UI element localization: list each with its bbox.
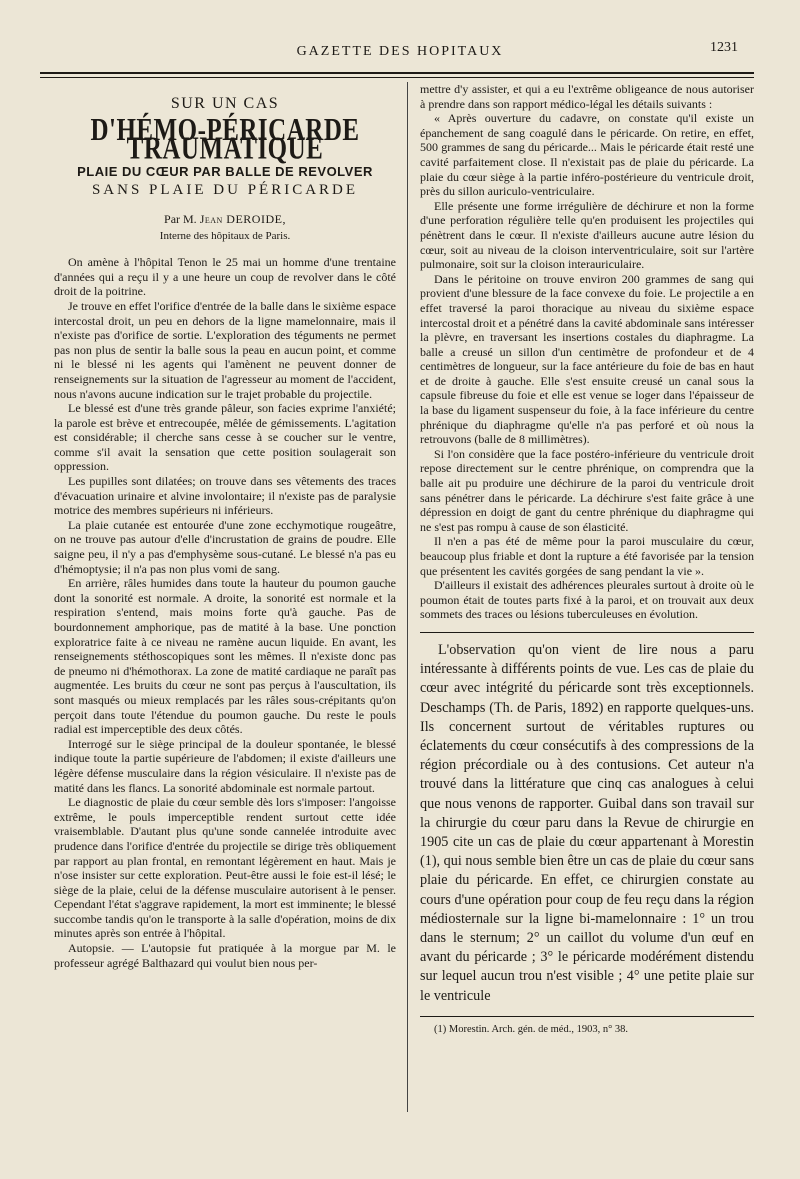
title-main: D'HÉMO-PÉRICARDE TRAUMATIQUE xyxy=(90,113,360,166)
title-line-1: SUR UN CAS xyxy=(170,95,280,112)
footnote: (1) Morestin. Arch. gén. de méd., 1903, n° 38. xyxy=(434,1023,629,1035)
paragraph: Autopsie. — L'autopsie fut pratiquée à la morgue par M. le professeur agrégé Balthazard qui voulut bien nous per- xyxy=(54,941,396,970)
paragraph: La plaie cutanée est entourée d'une zone ecchymotique rougeâtre, on ne trouve pas autour d'elle d'incrustation de grains de poudre. Elle saigne peu, il n'y a pas d'emphysème sous-cutané. Le blessé n'a pas eu d'hémoptysie; il n'a pas non plus vomi de sang. xyxy=(54,517,396,576)
paragraph: Elle présente une forme irrégulière de déchirure et non la forme d'une perforation régulière telle qu'en produisent les projectiles qui pénètrent dans le cœur. Il n'existe d'ailleurs aucune autre lésion du cœur, soit au niveau de la cloison interventriculaire, soit sur l'artère pulmonaire, soit sur la cloison interauriculaire. xyxy=(420,198,754,272)
paragraph: Le diagnostic de plaie du cœur semble dès lors s'imposer: l'angoisse extrême, le pouls imperceptible rendent surtout cette idée vraisemblable. D'autant plus qu'une sonde cannelée introduite avec prudence dans l'orifice d'entrée du projectile se dirige très obliquement par rapport au plan frontal, en remontant légèrement en haut. Mais je n'ose insister sur cette exploration. Peut-être aussi le foie est-il lésé; le siège de la plaie, celui de la défense musculaire autorisent à le penser. Cependant l'état s'aggrave rapidement, la mort est imminente; le blessé succombe tandis qu'on le transporte à la salle d'opération, moins de dix minutes après son entrée à l'hôpital. xyxy=(54,795,396,941)
paragraph: « Après ouverture du cadavre, on constate qu'il existe un épanchement de sang coagulé dans le péricarde. On retire, en effet, 500 grammes de sang du péricarde... Mais le péricarde était resté une cavité parfaitement close. Il n'existait pas de plaie du péricarde. La plaie du cœur siège à la partie inféro-postérieure du ventricule droit, près du sillon auriculo-ventriculaire. xyxy=(420,111,754,199)
paragraph: Je trouve en effet l'orifice d'entrée de la balle dans le sixième espace intercostal droit, un peu en dehors de la ligne mamelonnaire, mais il n'existe pas d'orifice de sortie. L'exploration des téguments ne permet pas non plus de sentir la balle sous la peau en aucun point, et comme ni le blessé ni les agents qui l'amènent ne peuvent donner de renseignements sur la situation de l'agresseur au moment de l'accident, nous n'avons aucune indication sur le trajet probable du projectile. xyxy=(54,298,396,401)
observation-paragraph: L'observation qu'on vient de lire nous a paru intéressante à différents points de vue. Les cas de plaie du cœur avec intégrité du péricarde sont très exceptionnels. Deschamps (Th. de Paris, 1892) en rapporte quelques-uns. Ils concernent surtout de véritables ruptures ou éclatements du cœur consécutifs à des compressions de la région précordiale ou à des contusions. Cet auteur n'a trouvé dans la littérature que cinq cas analogues à celui que nous venons de rapporter. Guibal dans son travail sur la chirurgie du cœur paru dans la Revue de chirurgie en 1905 cite un cas de plaie du cœur appartenant à Morestin (1), qui nous semble bien être un cas de plaie du cœur sans plaie du péricarde. En effet, ce chirurgien constate au cours d'une opération pour coup de feu reçu dans la région médiosternale sur la ligne bi-mamelonnaire : 1° un trou dans le sternum; 2° un caillot du volume d'un œuf en avant du péricarde ; 3° le péricarde modérément distendu sur lequel aucun trou n'est visible ; 4° une petite plaie sur le ventricule xyxy=(420,641,754,1004)
paragraph: Dans le péritoine on trouve environ 200 grammes de sang qui provient d'une blessure de la face convexe du foie. Le projectile a en effet traversé la paroi thoracique au niveau du sixième espace intercostal droit et a pénétré dans la cavité abdominale sans intéresser la plèvre, en traversant les insertions costales du diaphragme. La balle a creusé un sillon d'un centimètre de profondeur et de 4 centimètres de longueur, sur la face antérieure du foie de bas en haut et de droite à gauche. Elle s'est ensuite creusé un canal sous la capsule fibreuse du foie et elle est venue se loger dans l'épaisseur de la base du ligament suspenseur du foie, à la face inférieure du centre phrénique du diaphragme qu'elle n'a pas perforé et où nous la retrouvons (balle de 8 millimètres). xyxy=(420,271,754,447)
page-number: 1231 xyxy=(710,40,738,55)
title-line-4: SANS PLAIE DU PÉRICARDE xyxy=(91,182,359,199)
running-title: GAZETTE DES HOPITAUX xyxy=(296,44,504,59)
section-separator xyxy=(420,632,754,633)
paragraph: On amène à l'hôpital Tenon le 25 mai un homme d'une trentaine d'années qui a reçu il y a une heure un coup de revolver dans le côté droit de la poitrine. xyxy=(54,255,396,299)
byline xyxy=(54,212,396,227)
left-column xyxy=(54,95,396,970)
column-divider xyxy=(407,82,408,1112)
title-subtitle: PLAIE DU CŒUR PAR BALLE DE REVOLVER xyxy=(77,163,373,179)
footnote-rule xyxy=(420,1016,754,1017)
author-name: Jean DEROIDE, xyxy=(199,211,286,226)
header-rule xyxy=(40,72,754,74)
paragraph: Les pupilles sont dilatées; on trouve dans ses vêtements des traces d'évacuation urinaire et alvine involontaire; il n'existe pas de paralysie motrice des membres supérieurs ni inférieurs. xyxy=(54,474,396,518)
paragraph: Interrogé sur le siège principal de la douleur spontanée, le blessé indique toute la partie supérieure de l'abdomen; il existe d'ailleurs une légère défense musculaire dans la région vésiculaire. Il n'existe pas de matité dans les flancs. La sonorité abdominale est normale partout. xyxy=(54,736,396,795)
author-affiliation: Interne des hôpitaux de Paris. xyxy=(159,229,291,242)
header-rule-thin xyxy=(40,77,754,78)
paragraph: Si l'on considère que la face postéro-inférieure du ventricule droit repose directement sur le centre phrénique, on comprendra que la balle ait pu produire une déchirure de la paroi du ventricule droit sans pénétrer dans le péricarde. La déchirure s'est faite grâce à une dépression en doigt de gant du centre phrénique du diaphragme qui ne s'est pas rompu à cause de son élasticité. xyxy=(420,446,754,534)
byline-prefix: Par M. xyxy=(164,211,197,226)
paragraph: D'ailleurs il existait des adhérences pleurales surtout à droite où le poumon était de toutes parts fixé à la paroi, et on trouvait aux deux sommets des traces ou lésions tuberculeuses en évolution. xyxy=(420,578,754,622)
paragraph: En arrière, râles humides dans toute la hauteur du poumon gauche dont la sonorité est normale. A droite, la sonorité est normale et la respiration s'entend, mais moins forte qu'à gauche. Pas de bourdonnement amphorique, pas de matité à la base. Une ponction exploratrice faite à ce niveau ne ramène aucun liquide. En avant, les renseignements stéthoscopiques sont les mêmes. Il n'existe donc pas de pneumo ni d'hémothorax. La zone de matité cardiaque ne paraît pas augmentée. Les bruits du cœur ne sont pas perçus à l'auscultation, ils sont masqués ou mieux remplacés par les râles sous-crépitants qu'on perçoit dans toute l'étendue du poumon gauche. Du reste le pouls radial est imperceptible des deux côtés. xyxy=(54,576,396,737)
right-column xyxy=(420,82,754,1037)
paragraph: Il n'en a pas été de même pour la paroi musculaire du cœur, beaucoup plus friable et dont la rupture a été favorisée par la tension que présentent les cavités gorgées de sang pendant la vie ». xyxy=(420,534,754,578)
observation-section xyxy=(420,641,754,1006)
paragraph: mettre d'y assister, et qui a eu l'extrême obligeance de nous autoriser à prendre dans son rapport médico-légal les détails suivants : xyxy=(420,82,754,111)
paragraph: Le blessé est d'une très grande pâleur, son facies exprime l'anxiété; la parole est brève et entrecoupée, mêlée de gémissements. L'agitation est considérable; il cherche sans cesse à se coucher sur le ventre, comme s'il avait la sensation que cette position soulagerait son oppression. xyxy=(54,401,396,474)
